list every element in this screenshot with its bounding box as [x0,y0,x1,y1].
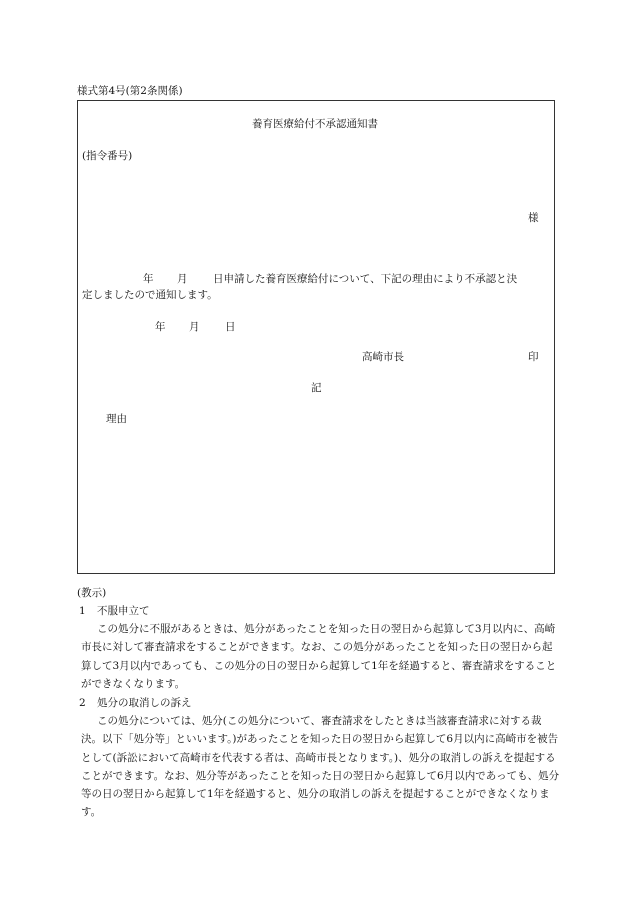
notice-line1: 日申請した養育医療給付について、下記の理由により不承認と決 [213,273,518,285]
seal-mark: 印 [528,351,539,363]
notice-year: 年 [143,273,154,285]
section-2-number: 2 [79,697,86,709]
reason-label: 理由 [106,413,127,425]
section-2-body [81,712,561,822]
section-2-text: この処分については、処分(この処分について、審査請求をしたときは当該審査請求に対する裁決。以下「処分等」といいます。)があったことを知った日の翌日から起算して6月以内に高崎市を被告として(訴訟において高崎市を代表する者は、高崎市長となります。)、処分の取消しの訴えを提起することができます。なお、処分等があったことを知った日の翌日から起算して6月以内であっても、処分等の日の翌日から起算して1年を経過すると、処分の取消しの訴えを提起することができなくなります。 [81,715,560,819]
section-1-title: 不服申立て [97,605,150,617]
date-month: 月 [189,321,200,333]
directive-number: (指令番号) [82,150,133,162]
instructions-heading: (教示) [77,587,107,599]
section-1-text: この処分に不服があるときは、処分があったことを知った日の翌日から起算して3月以内に、高崎市長に対して審査請求をすることができます。なお、この処分があったことを知った日の翌日から起算して3月以内であっても、この処分の日の翌日から起算して1年を経過すると、審査請求をすることができなくなります。 [81,623,557,690]
section-1-body [81,620,561,693]
date-year: 年 [155,321,166,333]
form-label: 様式第4号(第2条関係) [77,85,183,97]
notice-line2: 定しましたので通知します。 [82,289,218,301]
notice-month: 月 [177,273,188,285]
ki-heading: 記 [311,382,322,394]
issuer-name: 高崎市長 [362,351,404,363]
form-box [77,100,555,574]
section-1-number: 1 [79,605,86,617]
document-title: 養育医療給付不承認通知書 [252,118,378,130]
addressee-suffix: 様 [528,212,539,224]
section-2-title: 処分の取消しの訴え [97,697,192,709]
date-day: 日 [225,321,236,333]
